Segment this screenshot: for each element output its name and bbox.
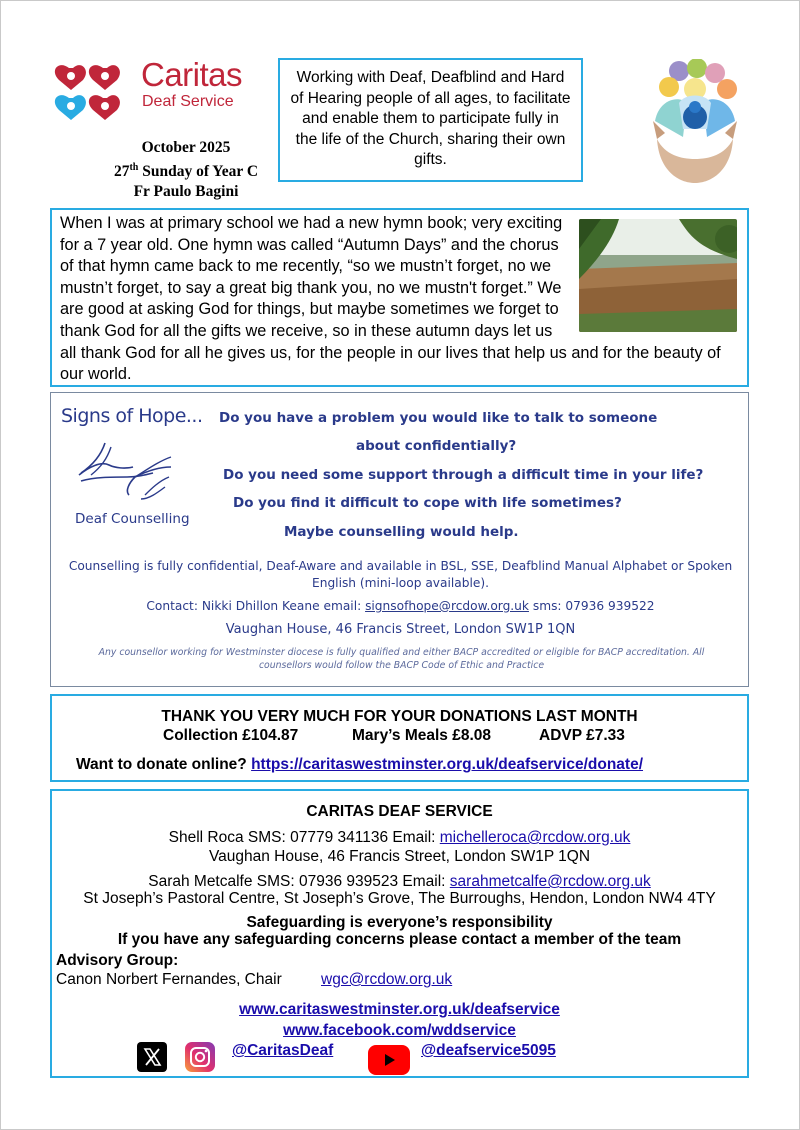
x-instagram-handle[interactable]: @CaritasDeaf	[232, 1042, 334, 1059]
marys-meals-amount: Mary’s Meals £8.08	[352, 727, 492, 744]
signs-of-hope-box	[50, 392, 749, 687]
youtube-icon[interactable]	[368, 1045, 410, 1075]
donate-online-line: Want to donate online? https://caritaswestminster.org.uk/deafservice/donate/	[76, 756, 644, 773]
advp-amount: ADVP £7.33	[539, 727, 625, 744]
sarah-email-link[interactable]: sarahmetcalfe@rcdow.org.uk	[449, 873, 651, 890]
liturgical-sunday: 27th Sunday of Year C	[113, 162, 259, 181]
facebook-link[interactable]: www.facebook.com/wddservice	[283, 1022, 516, 1039]
mission-statement: Working with Deaf, Deafblind and Hard of Hearing people of all ages, to facilitate and enable them to participate fully in the life of the Church, sharing their own gifts.	[278, 58, 583, 182]
youtube-handle[interactable]: @deafservice5095	[421, 1042, 556, 1059]
question-1b: about confidentially?	[356, 438, 517, 454]
donations-title: THANK YOU VERY MUCH FOR YOUR DONATIONS LAST MONTH	[161, 708, 638, 725]
shell-contact: Shell Roca SMS: 07779 341136 Email: michelleroca@rcdow.org.uk	[168, 829, 631, 846]
advisory-name: Canon Norbert Fernandes, Chair	[56, 971, 282, 988]
website-link[interactable]: www.caritaswestminster.org.uk/deafservice	[239, 1001, 560, 1018]
counselling-address: Vaughan House, 46 Francis Street, London SW1P 1QN	[225, 622, 576, 637]
contacts-box	[50, 789, 749, 1078]
donate-link[interactable]: https://caritaswestminster.org.uk/deafservice/donate/	[251, 756, 644, 773]
x-icon[interactable]	[137, 1042, 167, 1072]
safeguarding-line-1: Safeguarding is everyone’s responsibility	[246, 914, 553, 931]
instagram-icon[interactable]	[185, 1042, 215, 1072]
caritas-logo	[51, 58, 266, 128]
caritas-heart-hands-icon	[51, 58, 123, 130]
issue-month: October 2025	[141, 139, 231, 156]
signs-of-hope-logo: Signs of Hope...	[61, 405, 203, 427]
date-block	[91, 138, 281, 202]
question-4: Maybe counselling would help.	[284, 524, 519, 540]
priest-name: Fr Paulo Bagini	[133, 183, 239, 201]
brand-name: Caritas	[141, 56, 243, 93]
question-1a: Do you have a problem you would like to talk to someone	[219, 410, 658, 426]
counselling-contact: Contact: Nikki Dhillon Keane email: signsofhope@rcdow.org.uk sms: 07936 939522	[146, 599, 655, 613]
sarah-address: St Joseph’s Pastoral Centre, St Joseph’s Grove, The Burroughs, Hendon, London NW4 4TY	[83, 890, 716, 907]
deaf-counselling-label: Deaf Counselling	[75, 511, 190, 527]
confidentiality-text: Counselling is fully confidential, Deaf-Aware and available in BSL, SSE, Deafblind Manual Alphabet or Spoken English (mini-loop available).	[68, 559, 733, 590]
contacts-title: CARITAS DEAF SERVICE	[306, 803, 493, 820]
advisory-email-link[interactable]: wgc@rcdow.org.uk	[321, 971, 453, 988]
shell-address: Vaughan House, 46 Francis Street, London SW1P 1QN	[208, 848, 591, 865]
shell-email-link[interactable]: michelleroca@rcdow.org.uk	[439, 829, 631, 846]
brand-subtitle: Deaf Service	[142, 93, 234, 110]
people-hands-icon	[649, 59, 741, 184]
safeguarding-line-2: If you have any safeguarding concerns please contact a member of the team	[117, 931, 682, 948]
reflection-text: When I was at primary school we had a new hymn book; very exciting for a 7 year old. One hymn was called “Autumn Days” and the chorus of that hymn came back to me recently, “so we mustn’t forget, no we mustn’t forget, to say a great big thank you, no we mustn't forget.” We are good at asking God for things, but maybe sometimes we forget to thank God for all the gifts we receive, so in these autumn days let us all thank God for all he gives us, for the people in our lives that help us and for the beauty of our world.	[60, 214, 721, 384]
counselling-email-link[interactable]: signsofhope@rcdow.org.uk	[365, 599, 529, 613]
bacp-note: Any counsellor working for Westminster diocese is fully qualified and either BACP accredited or eligible for BACP accreditation. All counsellors would follow the BACP Code of Ethic and Practice	[98, 647, 705, 671]
advisory-label: Advisory Group:	[56, 952, 179, 969]
question-3: Do you find it difficult to cope with life sometimes?	[233, 495, 622, 511]
reflection-box	[50, 208, 749, 387]
collection-amount: Collection £104.87	[163, 727, 299, 744]
sarah-contact: Sarah Metcalfe SMS: 07936 939523 Email: sarahmetcalfe@rcdow.org.uk	[148, 873, 651, 890]
autumn-landscape-photo	[579, 219, 737, 332]
question-2: Do you need some support through a difficult time in your life?	[223, 467, 704, 483]
signing-hands-icon	[75, 437, 175, 507]
donations-box	[50, 694, 749, 782]
